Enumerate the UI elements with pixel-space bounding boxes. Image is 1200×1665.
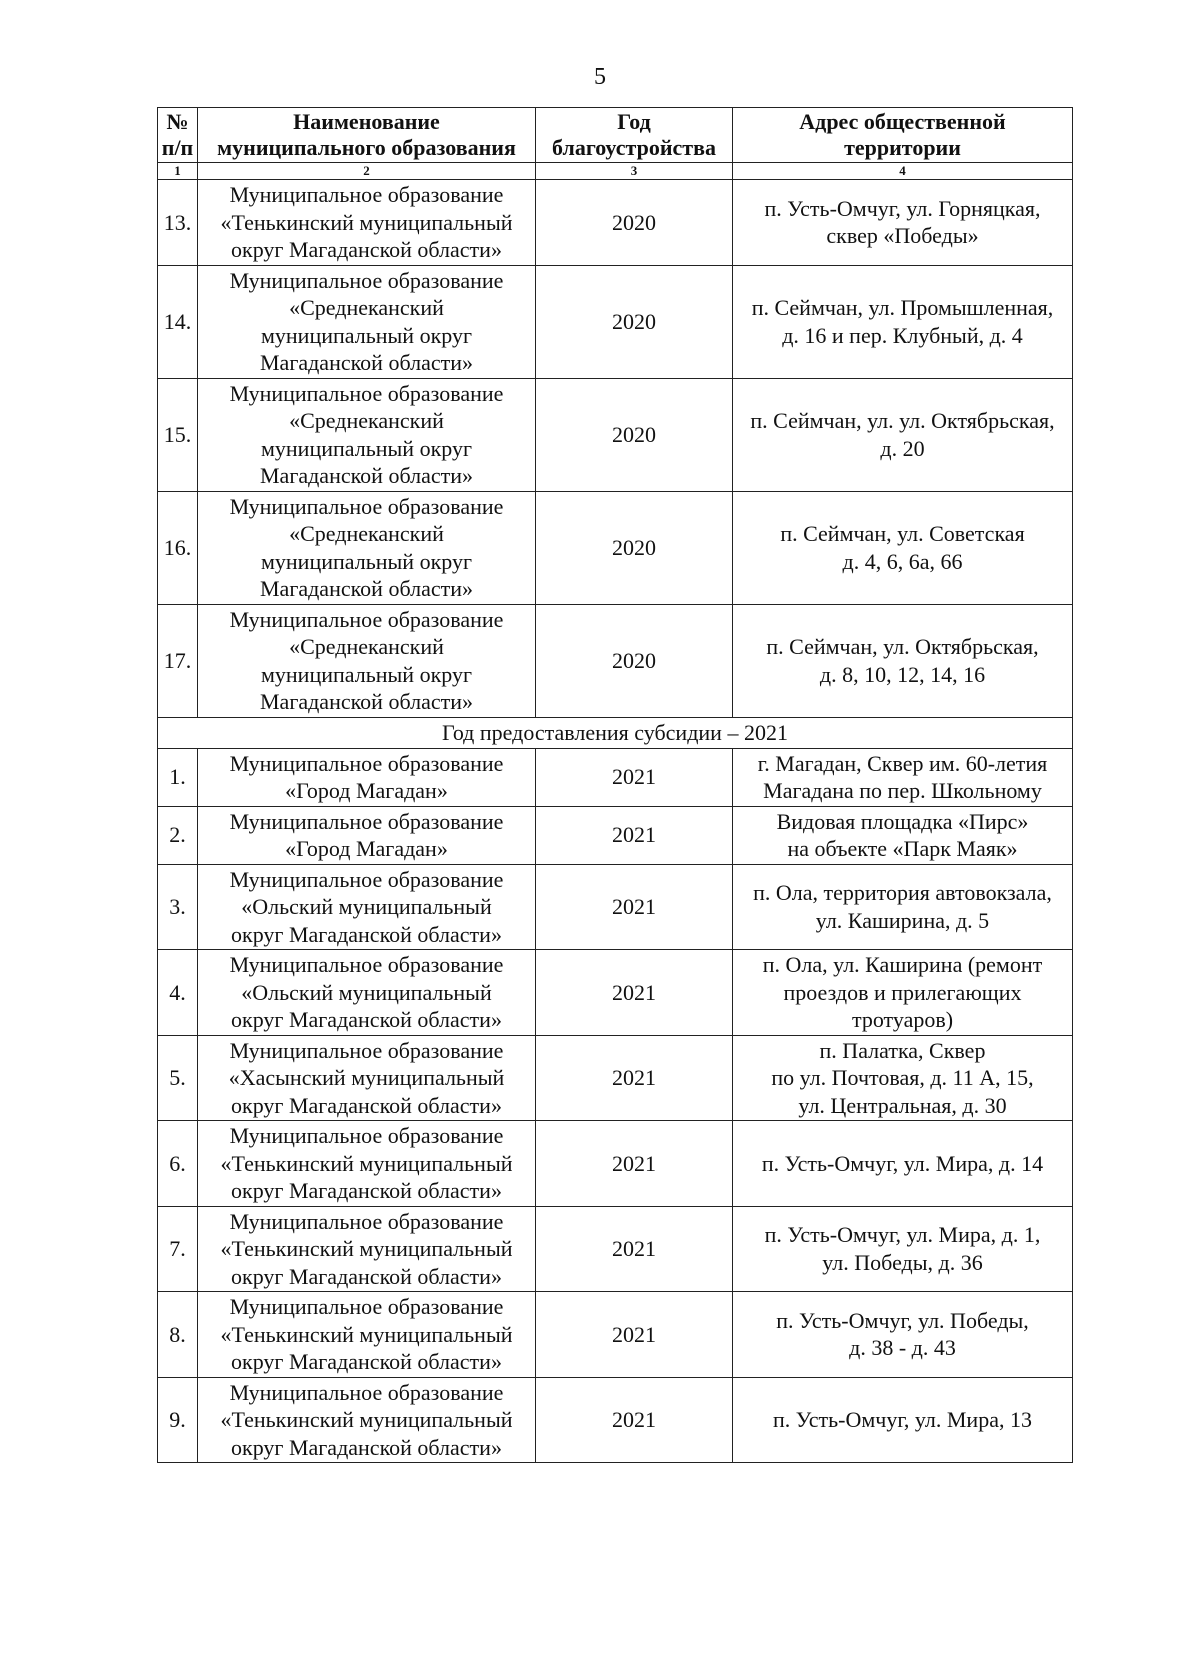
territory-address-line: п. Сеймчан, ул. ул. Октябрьская, [750, 408, 1055, 433]
header-line: Год [617, 109, 651, 134]
territory-address-line: п. Усть-Омчуг, ул. Победы, [776, 1307, 1029, 1333]
municipality-name-line: округ Магаданской области» [231, 921, 502, 947]
header-year [536, 108, 733, 163]
municipality-name [198, 1292, 536, 1378]
improvement-year: 2020 [536, 378, 733, 491]
row-number: 4. [158, 950, 198, 1036]
header-address [733, 108, 1073, 163]
territory-address [733, 1121, 1073, 1207]
municipality-name-line: Магаданской области» [260, 576, 473, 601]
territory-address-line: д. 38 - д. 43 [849, 1335, 956, 1361]
municipality-name-line: Муниципальное образование [229, 866, 504, 892]
territory-address [733, 1035, 1073, 1121]
municipality-name-line: «Среднеканский [289, 295, 444, 320]
municipality-name-line: Муниципальное образование [229, 606, 504, 632]
municipality-name-line: округ Магаданской области» [231, 1263, 502, 1289]
row-number: 9. [158, 1377, 198, 1463]
municipality-name-line: «Тенькинский муниципальный [220, 209, 513, 235]
territory-address [733, 604, 1073, 717]
municipality-name-line: муниципальный округ [260, 322, 472, 348]
row-number: 14. [158, 265, 198, 378]
column-number: 4 [733, 163, 1073, 180]
territory-address-line: п. Усть-Омчуг, ул. Мира, д. 14 [761, 1150, 1044, 1176]
municipality-name-line: Муниципальное образование [229, 1123, 504, 1148]
table-row [158, 806, 1073, 864]
table-row [158, 748, 1073, 806]
municipality-name-line: Муниципальное образование [229, 750, 504, 776]
territory-address-line: Магадана по пер. Школьному [763, 778, 1042, 803]
improvement-year: 2021 [536, 950, 733, 1036]
territory-address-line: д. 20 [880, 435, 925, 461]
territory-address-line: д. 8, 10, 12, 14, 16 [819, 661, 986, 687]
territory-address-line: п. Сеймчан, ул. Промышленная, [751, 295, 1054, 320]
municipality-name-line: округ Магаданской области» [231, 1434, 502, 1460]
territory-address [733, 378, 1073, 491]
territory-address-line: ул. Каширина, д. 5 [815, 907, 990, 933]
group-label: Год предоставления субсидии – 2021 [158, 717, 1073, 748]
municipality-name-line: Муниципальное образование [229, 182, 504, 207]
municipality-name [198, 491, 536, 604]
row-number: 13. [158, 180, 198, 266]
municipality-name-line: муниципальный округ [260, 548, 472, 574]
table-row [158, 1292, 1073, 1378]
group-2021 [158, 717, 1073, 748]
municipality-name-line: «Среднеканский [289, 634, 444, 659]
municipality-name [198, 748, 536, 806]
row-number: 8. [158, 1292, 198, 1378]
column-numbers-row [158, 163, 1073, 180]
territory-address [733, 180, 1073, 266]
municipality-name-line: Магаданской области» [260, 463, 473, 488]
table-row [158, 604, 1073, 717]
territories-table [157, 107, 1073, 1463]
territory-address-line: Видовая площадка «Пирс» [776, 808, 1029, 834]
row-number: 15. [158, 378, 198, 491]
municipality-name [198, 950, 536, 1036]
municipality-name-line: «Среднеканский [289, 408, 444, 433]
improvement-year: 2021 [536, 1377, 733, 1463]
territory-address-line: п. Сеймчан, ул. Советская [780, 521, 1025, 546]
row-number: 7. [158, 1206, 198, 1292]
municipality-name-line: Муниципальное образование [229, 1037, 504, 1063]
table-row [158, 491, 1073, 604]
territory-address-line: сквер «Победы» [826, 223, 979, 249]
row-number: 2. [158, 806, 198, 864]
header-line: Адрес общественной [799, 109, 1006, 134]
table-row [158, 1035, 1073, 1121]
municipality-name-line: Магаданской области» [260, 689, 473, 714]
header-number [158, 108, 198, 163]
municipality-name [198, 1377, 536, 1463]
territory-address-line: п. Усть-Омчуг, ул. Мира, д. 1, [764, 1222, 1041, 1248]
municipality-name-line: «Тенькинский муниципальный [220, 1321, 513, 1347]
territory-address-line: г. Магадан, Сквер им. 60-летия [757, 750, 1048, 776]
municipality-name [198, 806, 536, 864]
municipality-name-line: Муниципальное образование [229, 1294, 504, 1319]
table-row [158, 378, 1073, 491]
territory-address-line: п. Палатка, Сквер [819, 1037, 986, 1063]
territory-address-line: ул. Победы, д. 36 [822, 1249, 983, 1275]
territory-address [733, 1206, 1073, 1292]
municipality-name-line: Магаданской области» [260, 350, 473, 375]
territory-address [733, 1292, 1073, 1378]
municipality-name-line: округ Магаданской области» [231, 1092, 502, 1118]
row-number: 5. [158, 1035, 198, 1121]
improvement-year: 2020 [536, 604, 733, 717]
header-line: муниципального образования [217, 135, 516, 160]
municipality-name [198, 604, 536, 717]
header-line: благоустройства [552, 135, 716, 160]
municipality-name-line: «Город Магадан» [285, 778, 448, 803]
header-line: Наименование [293, 109, 440, 134]
improvement-year: 2021 [536, 1035, 733, 1121]
territory-address-line: п. Сеймчан, ул. Октябрьская, [766, 634, 1039, 659]
municipality-name [198, 1206, 536, 1292]
territory-address [733, 864, 1073, 950]
municipality-name-line: «Ольский муниципальный [241, 979, 492, 1005]
column-number: 3 [536, 163, 733, 180]
municipality-name-line: «Город Магадан» [285, 836, 448, 861]
territory-address [733, 491, 1073, 604]
territory-address-line: проездов и прилегающих [783, 979, 1022, 1005]
table-row [158, 1206, 1073, 1292]
municipality-name-line: «Тенькинский муниципальный [220, 1407, 513, 1432]
municipality-name [198, 180, 536, 266]
municipality-name-line: Муниципальное образование [229, 1208, 504, 1234]
municipality-name-line: «Ольский муниципальный [241, 894, 492, 919]
territory-address [733, 265, 1073, 378]
municipality-name-line: «Тенькинский муниципальный [220, 1236, 513, 1261]
municipality-name-line: Муниципальное образование [229, 267, 504, 293]
header-line: № [166, 109, 189, 134]
column-number: 2 [198, 163, 536, 180]
municipality-name-line: «Хасынский муниципальный [228, 1065, 505, 1090]
improvement-year: 2021 [536, 864, 733, 950]
row-number: 3. [158, 864, 198, 950]
municipality-name [198, 864, 536, 950]
header-municipality [198, 108, 536, 163]
improvement-year: 2021 [536, 1292, 733, 1378]
territory-address [733, 1377, 1073, 1463]
row-number: 17. [158, 604, 198, 717]
municipality-name [198, 265, 536, 378]
territory-address-line: по ул. Почтовая, д. 11 А, 15, [771, 1065, 1034, 1090]
table-row [158, 950, 1073, 1036]
territory-address-line: д. 16 и пер. Клубный, д. 4 [782, 322, 1023, 348]
improvement-year: 2020 [536, 265, 733, 378]
improvement-year: 2020 [536, 180, 733, 266]
header-line: территории [844, 135, 961, 160]
table-row [158, 180, 1073, 266]
municipality-name-line: «Тенькинский муниципальный [220, 1150, 513, 1176]
improvement-year: 2021 [536, 806, 733, 864]
municipality-name-line: Муниципальное образование [229, 808, 504, 834]
rows-2021 [158, 748, 1073, 1463]
municipality-name-line: муниципальный округ [260, 661, 472, 687]
table-header-row [158, 108, 1073, 163]
municipality-name [198, 378, 536, 491]
table-row [158, 265, 1073, 378]
territory-address-line: ул. Центральная, д. 30 [798, 1092, 1007, 1118]
municipality-name-line: округ Магаданской области» [231, 1178, 502, 1203]
territory-address [733, 806, 1073, 864]
territory-address-line: п. Ола, территория автовокзала, [753, 880, 1052, 906]
row-number: 6. [158, 1121, 198, 1207]
municipality-name-line: округ Магаданской области» [231, 237, 502, 262]
improvement-year: 2021 [536, 1206, 733, 1292]
municipality-name-line: округ Магаданской области» [231, 1349, 502, 1374]
improvement-year: 2021 [536, 748, 733, 806]
improvement-year: 2020 [536, 491, 733, 604]
row-number: 1. [158, 748, 198, 806]
municipality-name-line: «Среднеканский [289, 521, 444, 546]
municipality-name-line: Муниципальное образование [229, 1379, 504, 1405]
column-number: 1 [158, 163, 198, 180]
municipality-name-line: Муниципальное образование [229, 380, 504, 406]
territory-address-line: д. 4, 6, 6а, 66 [842, 548, 963, 574]
municipality-name [198, 1035, 536, 1121]
municipality-name-line: округ Магаданской области» [231, 1007, 502, 1032]
table-row [158, 1377, 1073, 1463]
table-row [158, 864, 1073, 950]
group-row-2021 [158, 717, 1073, 748]
municipality-name-line: Муниципальное образование [229, 952, 504, 977]
territory-address [733, 748, 1073, 806]
territory-address-line: п. Ола, ул. Каширина (ремонт [762, 952, 1043, 977]
municipality-name-line: Муниципальное образование [229, 493, 504, 519]
table-row [158, 1121, 1073, 1207]
municipality-name-line: муниципальный округ [260, 435, 472, 461]
row-number: 16. [158, 491, 198, 604]
territory-address-line: на объекте «Парк Маяк» [787, 836, 1018, 861]
improvement-year: 2021 [536, 1121, 733, 1207]
territory-address-line: п. Усть-Омчуг, ул. Мира, 13 [773, 1407, 1032, 1432]
municipality-name [198, 1121, 536, 1207]
rows-2020 [158, 180, 1073, 718]
territory-address-line: тротуаров) [851, 1007, 954, 1032]
territory-address [733, 950, 1073, 1036]
page-number: 5 [594, 64, 606, 90]
territory-address-line: п. Усть-Омчуг, ул. Горняцкая, [764, 195, 1041, 221]
header-line: п/п [161, 135, 194, 160]
